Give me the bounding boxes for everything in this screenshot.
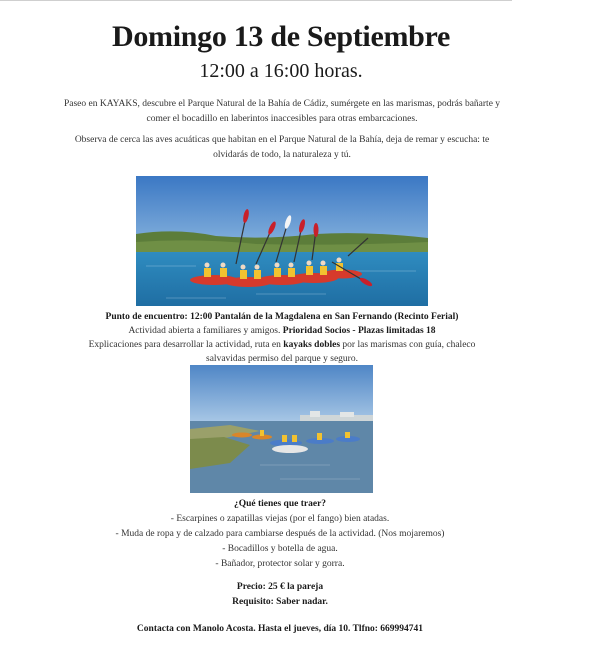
intro-paragraph-1: Paseo en KAYAKS, descubre el Parque Natural de la Bahía de Cádiz, sumérgete en las marismas, podrás bañarte y comer el bocadillo en laberintos inaccesibles para otras embarcaciones.	[63, 99, 501, 124]
event-hours: 12:00 a 16:00 horas.	[199, 60, 363, 82]
intro-paragraph-2: Observa de cerca las aves acuáticas que habitan en el Parque Natural de la Bahía, deja de remar y escucha: te olvidarás de todo, la naturaleza y tú.	[74, 135, 490, 160]
contact-line: Contacta con Manolo Acosta. Hasta el jueves, día 10. Tlfno: 669994741	[136, 624, 424, 634]
meeting-point: Punto de encuentro: 12:00 Pantalán de la Magdalena en San Fernando (Recinto Ferial)	[105, 312, 459, 322]
activity-explanation	[70, 338, 494, 366]
bring-item: - Bocadillos y botella de agua.	[222, 544, 338, 554]
top-divider	[0, 0, 512, 1]
bring-heading: ¿Qué tienes que traer?	[233, 499, 327, 509]
page-title: Domingo 13 de Septiembre	[111, 20, 451, 53]
kayak-group-photo	[136, 176, 428, 306]
requirement-text: Requisito: Saber nadar.	[232, 597, 328, 607]
bring-item: - Muda de ropa y de calzado para cambiarse después de la actividad. (Nos mojaremos)	[115, 529, 445, 539]
explanation-pre: Explicaciones para desarrollar la actividad, ruta en	[88, 340, 281, 350]
price-text: Precio: 25 € la pareja	[236, 582, 324, 592]
marsh-kayak-photo	[190, 365, 373, 493]
explanation-post: por las marismas con guía, chaleco salvavidas permiso del parque y seguro.	[206, 340, 476, 364]
bring-item: - Escarpines o zapatillas viejas (por el fango) bien atadas.	[170, 514, 390, 524]
bring-section	[60, 497, 500, 572]
open-activity-line	[40, 324, 524, 338]
open-activity-text: Actividad abierta a familiares y amigos.	[128, 326, 281, 336]
price-section	[60, 580, 500, 610]
explanation-bold: kayaks dobles	[283, 340, 341, 350]
priority-text: Prioridad Socios - Plazas limitadas 18	[282, 326, 436, 336]
bring-item: - Bañador, protector solar y gorra.	[215, 559, 345, 569]
